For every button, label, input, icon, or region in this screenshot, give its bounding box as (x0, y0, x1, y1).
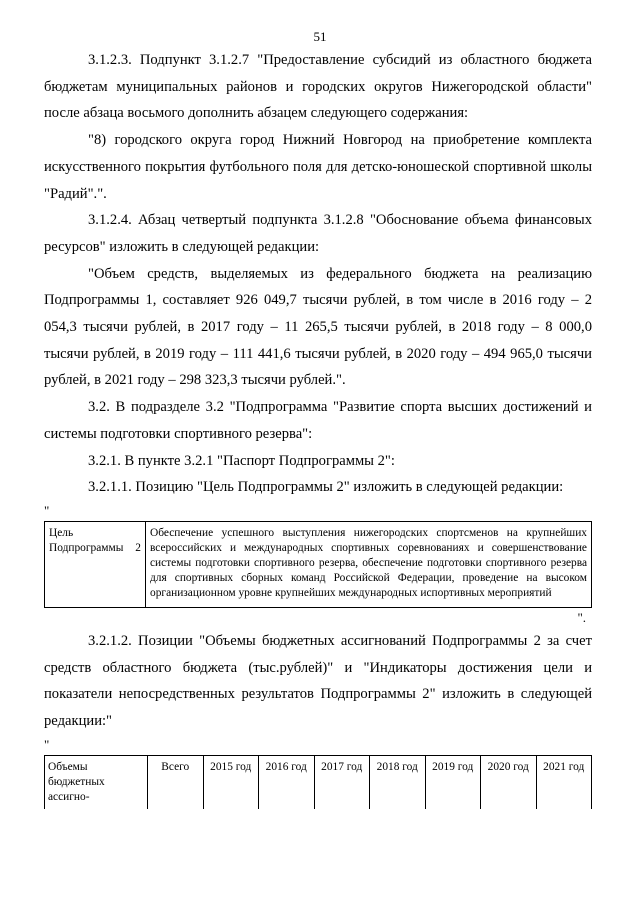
header-2016: 2016 год (259, 755, 315, 809)
goal-label-cell: Цель Подпрограммы 2 (45, 521, 146, 607)
table-row (45, 521, 592, 607)
header-2015: 2015 год (203, 755, 259, 809)
closing-quote: ". (577, 609, 586, 625)
header-2021: 2021 год (536, 755, 592, 809)
header-2017: 2017 год (314, 755, 370, 809)
paragraph-3-1-2-3: 3.1.2.3. Подпункт 3.1.2.7 "Предоставление субсидий из областного бюджета бюджетам муниципальных районов и городских округов Нижегородской области" после абзаца восьмого дополнить абзацем следующего содержания: (44, 52, 592, 122)
paragraph-3-2-1: 3.2.1. В пункте 3.2.1 "Паспорт Подпрограммы 2": (88, 452, 395, 469)
opening-quote: " (44, 502, 50, 518)
page-number: 51 (313, 29, 327, 44)
document-body (44, 47, 592, 809)
paragraph-3-2-1-2: 3.2.1.2. Позиции "Объемы бюджетных ассигнований Подпрограммы 2 за счет средств областного бюджета (тыс.рублей)" и "Индикаторы достижения цели и показатели непосредственных результатов Подпрограммы 2" изложить в следующей редакции:" (44, 632, 592, 730)
opening-quote-2: " (44, 736, 50, 752)
paragraph-funding: "Объем средств, выделяемых из федерального бюджета на реализацию Подпрограммы 1, составляет 926 049,7 тысячи рублей, в том числе в 2016 году – 2 054,3 тысячи рублей, в 2017 году – 11 265,5 тысячи рублей, в 2018 году – 8 000,0 тысячи рублей, в 2019 году – 111 441,6 тысячи рублей, в 2020 году – 494 965,0 тысячи рублей, в 2021 году – 298 323,3 тысячи рублей.". (44, 265, 592, 389)
budget-table (44, 755, 592, 809)
table-row (45, 755, 592, 809)
header-2019: 2019 год (425, 755, 481, 809)
paragraph-3-1-2-4: 3.1.2.4. Абзац четвертый подпункта 3.1.2.8 "Обоснование объема финансовых ресурсов" изложить в следующей редакции: (44, 212, 592, 255)
goal-text-cell: Обеспечение успешного выступления нижегородских спортсменов на крупнейших всероссийских и международных спортивных соревнованиях и совершенствование системы подготовки спортивного резерва, обеспечение подготовки спортивного резерва для спортивных сборных команд Российской Федерации, проведение на высоком организационном уровне крупнейших международных испортивных мероприятий (146, 521, 592, 607)
paragraph-quote-8: "8) городского округа город Нижний Новгород на приобретение комплекта искусственного покрытия футбольного поля для детско-юношеской спортивной школы "Радий".". (44, 132, 592, 202)
paragraph-3-2-1-1: 3.2.1.1. Позицию "Цель Подпрограммы 2" изложить в следующей редакции: (88, 479, 564, 496)
header-2020: 2020 год (481, 755, 537, 809)
header-2018: 2018 год (370, 755, 426, 809)
paragraph-3-2: 3.2. В подразделе 3.2 "Подпрограмма "Развитие спорта высших достижений и системы подготовки спортивного резерва": (44, 399, 592, 442)
header-total: Всего (148, 755, 204, 809)
goal-table (44, 521, 592, 608)
budget-label-cell: Объемы бюджетных ассигно- (45, 755, 148, 809)
